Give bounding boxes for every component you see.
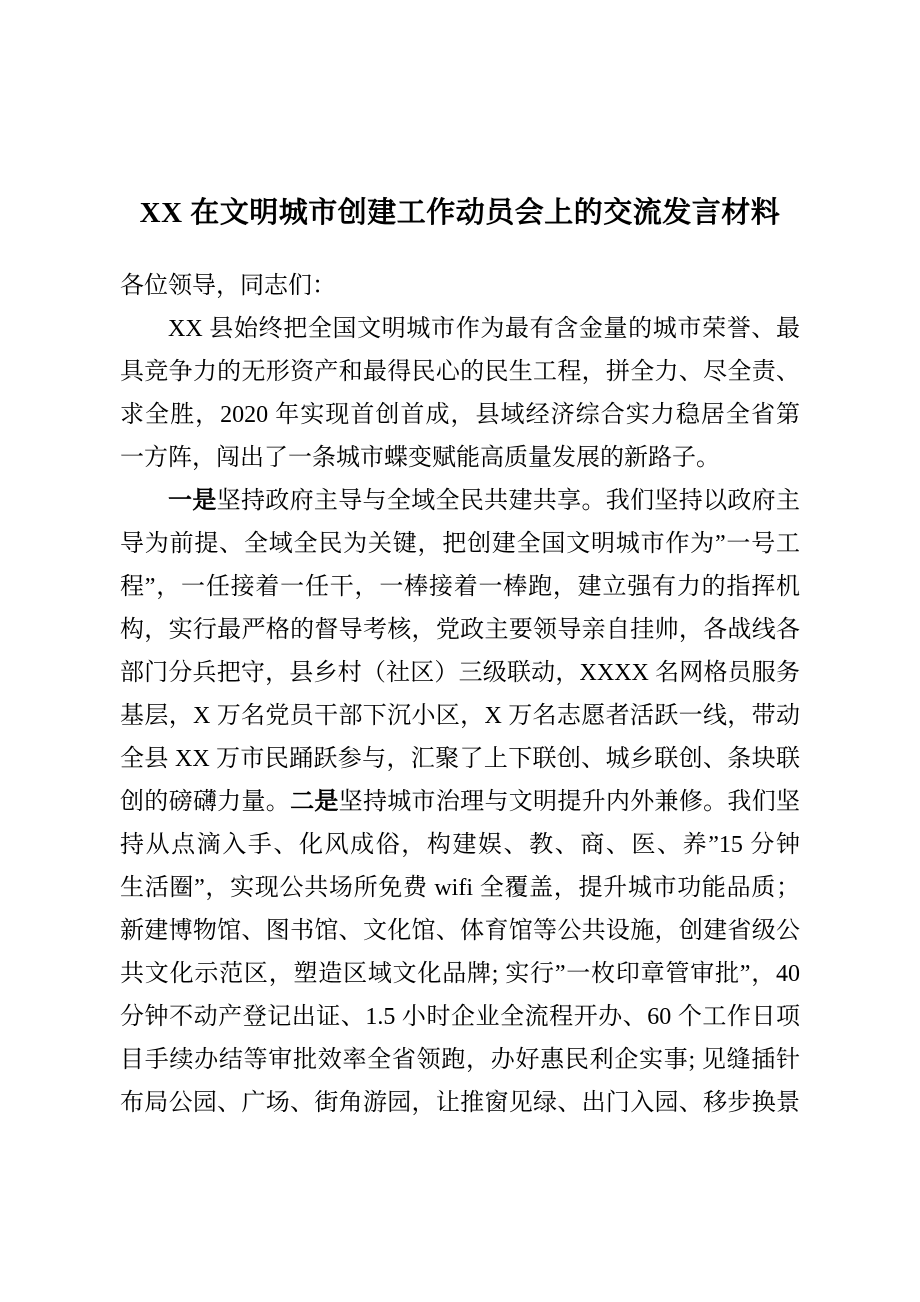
body-line: 布局公园、广场、街角游园，让推窗见绿、出门入园、移步换景	[120, 1090, 800, 1116]
body-line: XX 县始终把全国文明城市作为最有含金量的城市荣誉、最	[168, 316, 800, 342]
body-line: 一方阵，闯出了一条城市蝶变赋能高质量发展的新路子。	[120, 445, 720, 471]
body-line: 具竞争力的无形资产和最得民心的民生工程，拼全力、尽全责、	[120, 359, 800, 385]
emphasis-run-first-point: 一是	[168, 488, 217, 514]
body-line	[120, 480, 800, 523]
body-line: 求全胜，2020 年实现首创首成，县域经济综合实力稳居全省第	[120, 402, 800, 428]
emphasis-run-second-point: 二是	[290, 789, 339, 815]
body-line: 共文化示范区，塑造区域文化品牌; 实行”一枚印章管审批”，40	[120, 961, 800, 987]
body-line: 全县 XX 万市民踊跃参与，汇聚了上下联创、城乡联创、条块联	[120, 746, 800, 772]
salutation-line: 各位领导，同志们：	[120, 273, 336, 299]
body-line: 持从点滴入手、化风成俗，构建娱、教、商、医、养”15 分钟	[120, 832, 800, 858]
text-run: 创的磅礴力量。	[120, 789, 291, 815]
body-line: 新建博物馆、图书馆、文化馆、体育馆等公共设施，创建省级公	[120, 918, 800, 944]
body-line: 目手续办结等审批效率全省领跑，办好惠民利企实事; 见缝插针	[120, 1047, 800, 1073]
body-line: 基层，X 万名党员干部下沉小区，X 万名志愿者活跃一线，带动	[120, 703, 800, 729]
body-line: 导为前提、全域全民为关键，把创建全国文明城市作为”一号工	[120, 531, 800, 557]
body-line: 部门分兵把守，县乡村（社区）三级联动，XXXX 名网格员服务	[120, 660, 800, 686]
body-line: 构，实行最严格的督导考核，党政主要领导亲自挂帅，各战线各	[120, 617, 800, 643]
document-title: XX 在文明城市创建工作动员会上的交流发言材料	[139, 197, 781, 229]
text-run: 坚持政府主导与全域全民共建共享。我们坚持以政府主	[216, 488, 800, 514]
text-run: 坚持城市治理与文明提升内外兼修。我们坚	[338, 789, 800, 815]
body-line: 程”，一任接着一任干，一棒接着一棒跑，建立强有力的指挥机	[120, 574, 800, 600]
body-line: 分钟不动产登记出证、1.5 小时企业全流程开办、60 个工作日项	[120, 1004, 800, 1030]
body-line	[120, 781, 800, 824]
body-line: 生活圈”，实现公共场所免费 wifi 全覆盖，提升城市功能品质；	[120, 875, 800, 901]
